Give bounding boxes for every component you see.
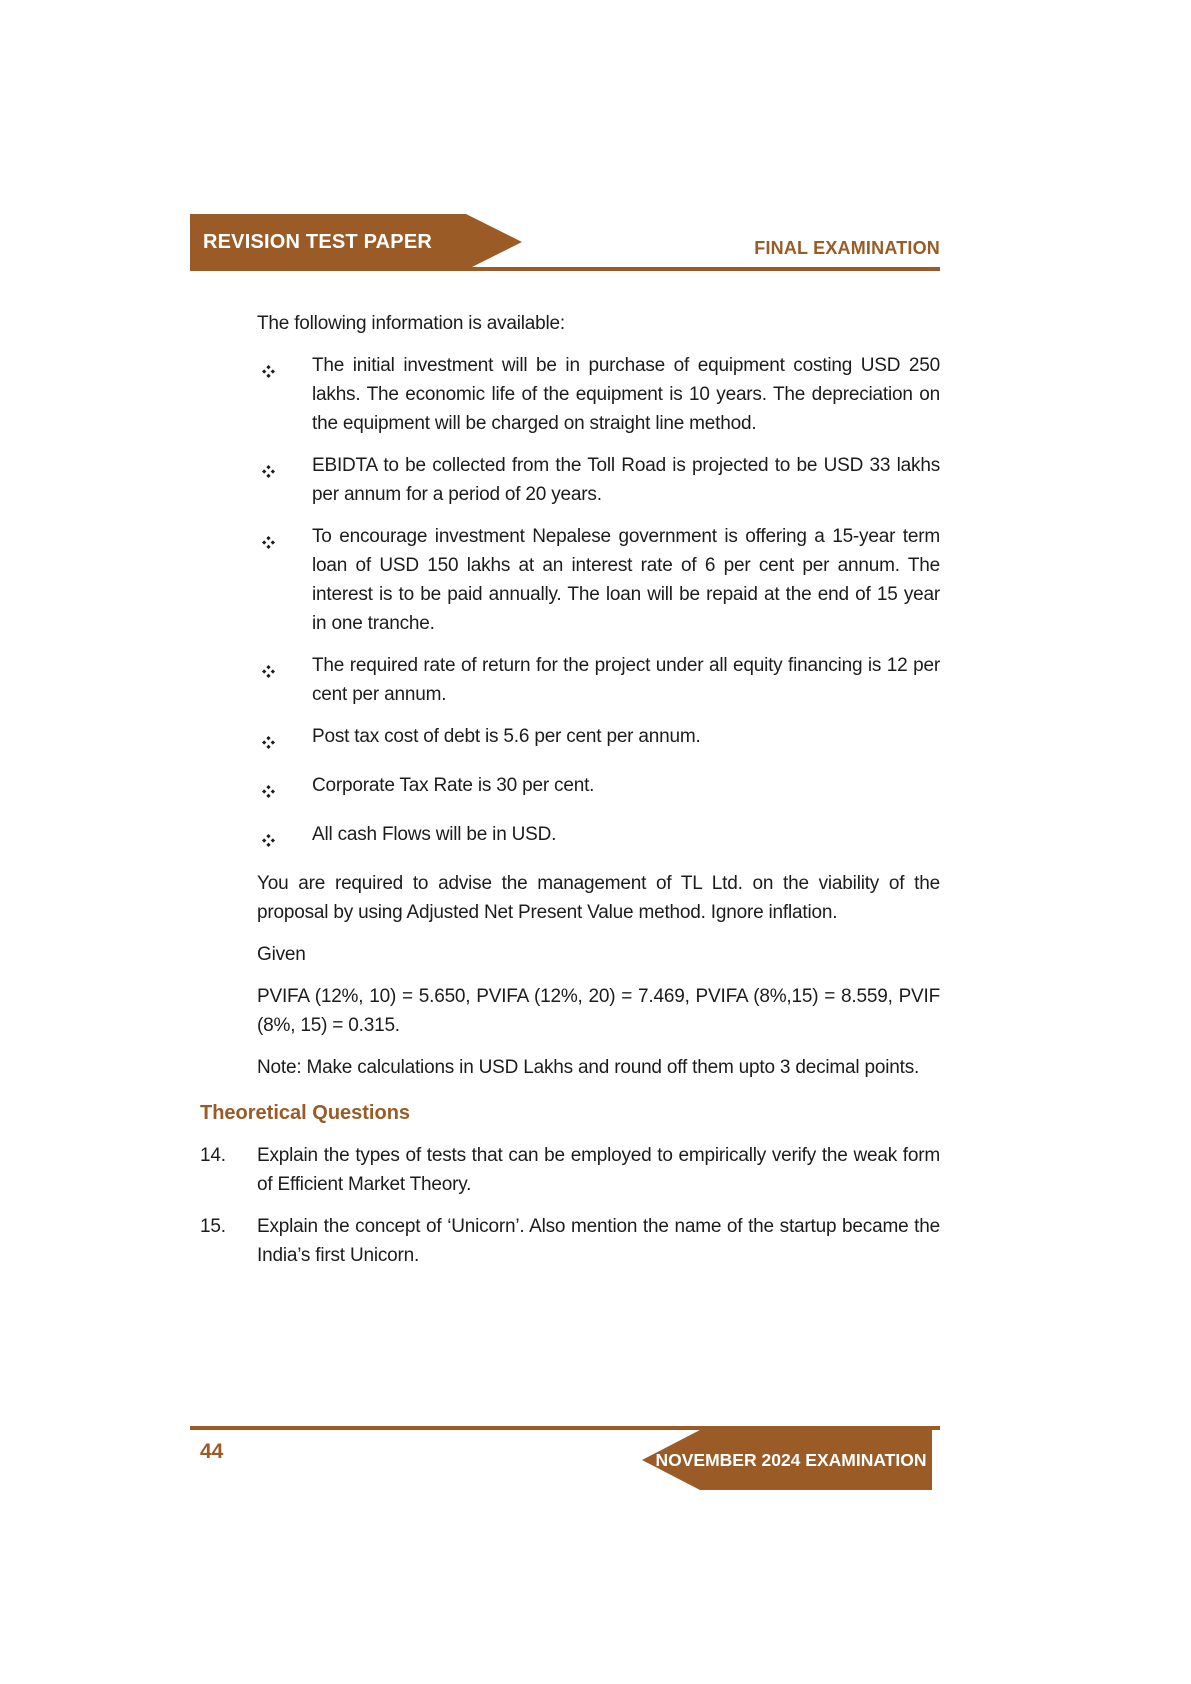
diamond-bullet-icon bbox=[262, 451, 312, 509]
question-number: 15. bbox=[200, 1216, 226, 1237]
question-item bbox=[200, 1212, 940, 1270]
bullet-text: The required rate of return for the project under all equity financing is 12 per cent per annum. bbox=[312, 655, 940, 705]
requirement-paragraph: You are required to advise the management of TL Ltd. on the viability of the proposal by using Adjusted Net Present Value method. Ignore inflation. bbox=[257, 873, 940, 923]
november-examination-banner bbox=[655, 1430, 932, 1490]
diamond-bullet-icon bbox=[262, 651, 312, 709]
bullet-text: Post tax cost of debt is 5.6 per cent per annum. bbox=[312, 726, 701, 747]
diamond-bullet-icon bbox=[262, 522, 312, 638]
diamond-bullet-icon bbox=[262, 351, 312, 438]
bullet-item bbox=[262, 771, 940, 807]
final-examination-label: FINAL EXAMINATION bbox=[754, 238, 940, 258]
bullet-text: All cash Flows will be in USD. bbox=[312, 824, 557, 845]
diamond-bullet-icon bbox=[262, 722, 312, 758]
header-divider bbox=[190, 267, 940, 271]
bullet-item bbox=[262, 820, 940, 856]
bullet-item bbox=[262, 722, 940, 758]
revision-test-paper-banner bbox=[190, 214, 466, 271]
banner-right-arrow-icon bbox=[466, 214, 522, 270]
intro-paragraph: The following information is available: bbox=[257, 313, 565, 334]
bullet-list bbox=[200, 351, 940, 856]
question-text: Explain the types of tests that can be employed to empirically verify the weak form of Efficient Market Theory. bbox=[257, 1145, 940, 1195]
bullet-text: To encourage investment Nepalese government is offering a 15-year term loan of USD 150 lakhs at an interest rate of 6 per cent per annum. The interest is to be paid annually. The loan will be repaid at the end of 15 year in one tranche. bbox=[312, 526, 940, 634]
bullet-text: The initial investment will be in purchase of equipment costing USD 250 lakhs. The economic life of the equipment is 10 years. The depreciation on the equipment will be charged on straight line method. bbox=[312, 355, 940, 434]
november-examination-label: NOVEMBER 2024 EXAMINATION bbox=[655, 1450, 927, 1470]
diamond-bullet-icon bbox=[262, 820, 312, 856]
given-values-paragraph: PVIFA (12%, 10) = 5.650, PVIFA (12%, 20) = 7.469, PVIFA (8%,15) = 8.559, PVIF (8%, 15) = 0.315. bbox=[257, 986, 940, 1036]
bullet-text: Corporate Tax Rate is 30 per cent. bbox=[312, 775, 595, 796]
page-content bbox=[200, 296, 940, 1283]
bullet-item bbox=[262, 651, 940, 709]
given-label: Given bbox=[257, 944, 306, 965]
bullet-item bbox=[262, 451, 940, 509]
bullet-text: EBIDTA to be collected from the Toll Road is projected to be USD 33 lakhs per annum for a period of 20 years. bbox=[312, 455, 940, 505]
question-number: 14. bbox=[200, 1145, 226, 1166]
revision-test-paper-label: REVISION TEST PAPER bbox=[203, 231, 433, 253]
question-item bbox=[200, 1141, 940, 1199]
bullet-item bbox=[262, 351, 940, 438]
note-paragraph: Note: Make calculations in USD Lakhs and round off them upto 3 decimal points. bbox=[257, 1057, 920, 1078]
page-number: 44 bbox=[200, 1440, 224, 1463]
section-heading-theoretical-questions: Theoretical Questions bbox=[200, 1102, 411, 1124]
diamond-bullet-icon bbox=[262, 771, 312, 807]
question-text: Explain the concept of ‘Unicorn’. Also mention the name of the startup became the India’s first Unicorn. bbox=[257, 1216, 940, 1266]
bullet-item bbox=[262, 522, 940, 638]
